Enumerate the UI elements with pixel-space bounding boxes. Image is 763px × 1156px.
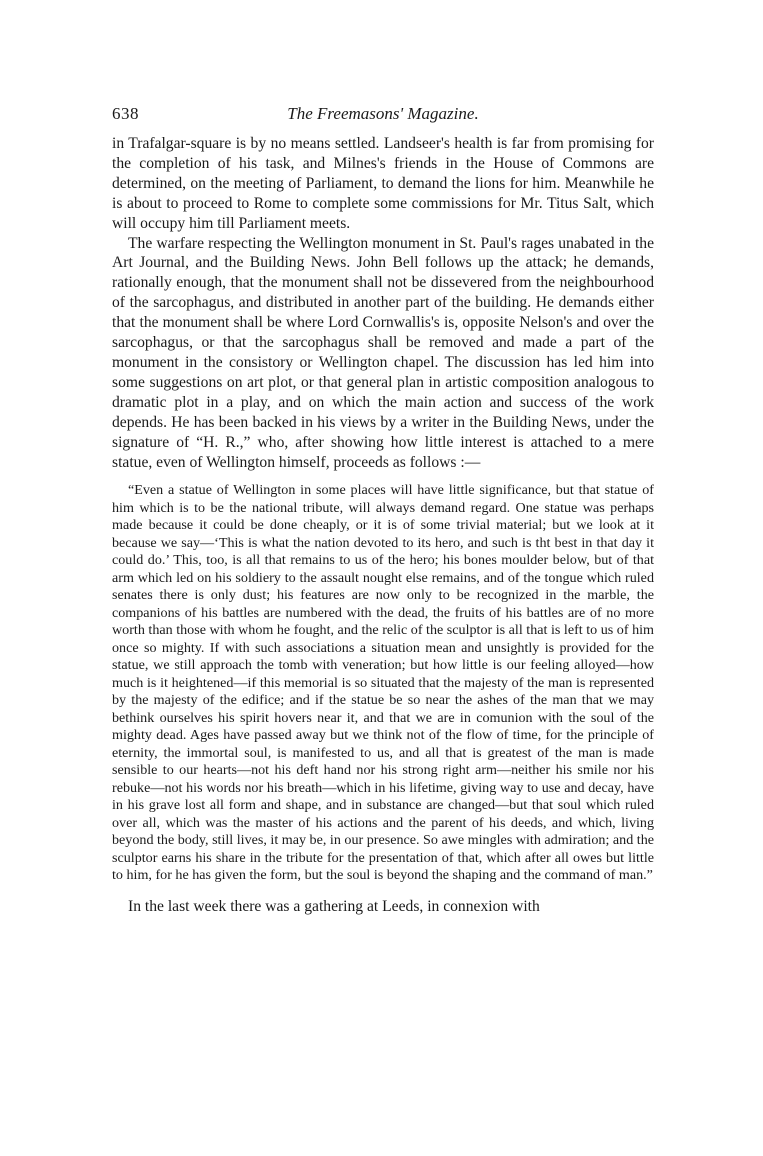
page-header — [112, 100, 654, 134]
paragraph: in Trafalgar-square is by no means settled. Landseer's health is far from promising for the completion of his task, and Milnes's friends in the House of Commons are determined, on the meeting of Parliament, to demand the lions for him. Meanwhile he is about to proceed to Rome to complete some commissions for Mr. Titus Salt, which will occupy him till Parliament meets. — [112, 135, 654, 232]
paragraph: The warfare respecting the Wellington monument in St. Paul's rages unabated in the Art Journal, and the Building News. John Bell follows up the attack; he demands, rationally enough, that the monument shall not be dissevered from the neighbourhood of the sarcophagus, and distributed in another part of the building. He demands either that the monument shall be where Lord Cornwallis's is, opposite Nelson's and over the sarcophagus, or that the sarcophagus shall be removed and made a part of the monument in the consistory or Wellington chapel. The discussion has led him into some suggestions on art plot, or that general plan in artistic composition analogous to dramatic plot in a play, and on which the main action and success of the work depends. He has been backed in his views by a writer in the Building News, under the signature of “H. R.,” who, after showing how little interest is attached to a mere statue, even of Wellington himself, proceeds as follows :— — [112, 234, 654, 471]
article-body-continued — [112, 897, 654, 917]
block-quote: “Even a statue of Wellington in some places will have little significance, but that statue of him which is to be the national tribute, will always demand regard. One statue was perhaps made because it could be done cheaply, or it is of some trivial material; but we look at it because we say—‘This is what the nation devoted to its hero, and such is tht best in that day it could do.’ This, too, is all that remains to us of the hero; his bones moulder below, but of that arm which led on his soldiery to the assault nought else remains, and of the tongue which ruled senates there is only dust; his features are now only to be recognized in the marble, the companions of his battles are numbered with the dead, the fruits of his battles are of no more worth than those with whom he fought, and the relic of the sculptor is all that is left to us of him once so mighty. If with such associations a situation mean and unsightly is provided for the statue, we still approach the tomb with veneration; but how little is our feeling alloyed—how much is it heightened—if this memorial is so situated that the majesty of the man is represented by the majesty of the edifice; and if the statue be so near the ashes of the man that we may bethink ourselves his spirit hovers near it, and that we are in comunion with the soul of the mighty dead. Ages have passed away but we think not of the flow of time, for the principle of eternity, the immortal soul, is manifested to us, and all that is greatest of the man is made sensible to our hearts—not his deft hand nor his strong right arm—neither his smile nor his rebuke—not his words nor his breath—which in his lifetime, giving way to use and decay, have in his grave lost all form and shape, and in substance are changed—but that soul which ruled over all, which was the master of his actions and the parent of his deeds, and which, living beyond the body, still lives, it may be, in our presence. So awe mingles with admiration; and the sculptor earns his share in the tribute for the presentation of that, which after all owes but little to him, for he has given the form, but the soul is beyond the shaping and the command of man.” — [112, 482, 654, 884]
page — [112, 100, 654, 917]
running-title: The Freemasons' Magazine. — [287, 104, 479, 123]
article-body — [112, 134, 654, 472]
page-number: 638 — [112, 104, 139, 123]
paragraph: In the last week there was a gathering at Leeds, in connexion with — [128, 897, 540, 915]
